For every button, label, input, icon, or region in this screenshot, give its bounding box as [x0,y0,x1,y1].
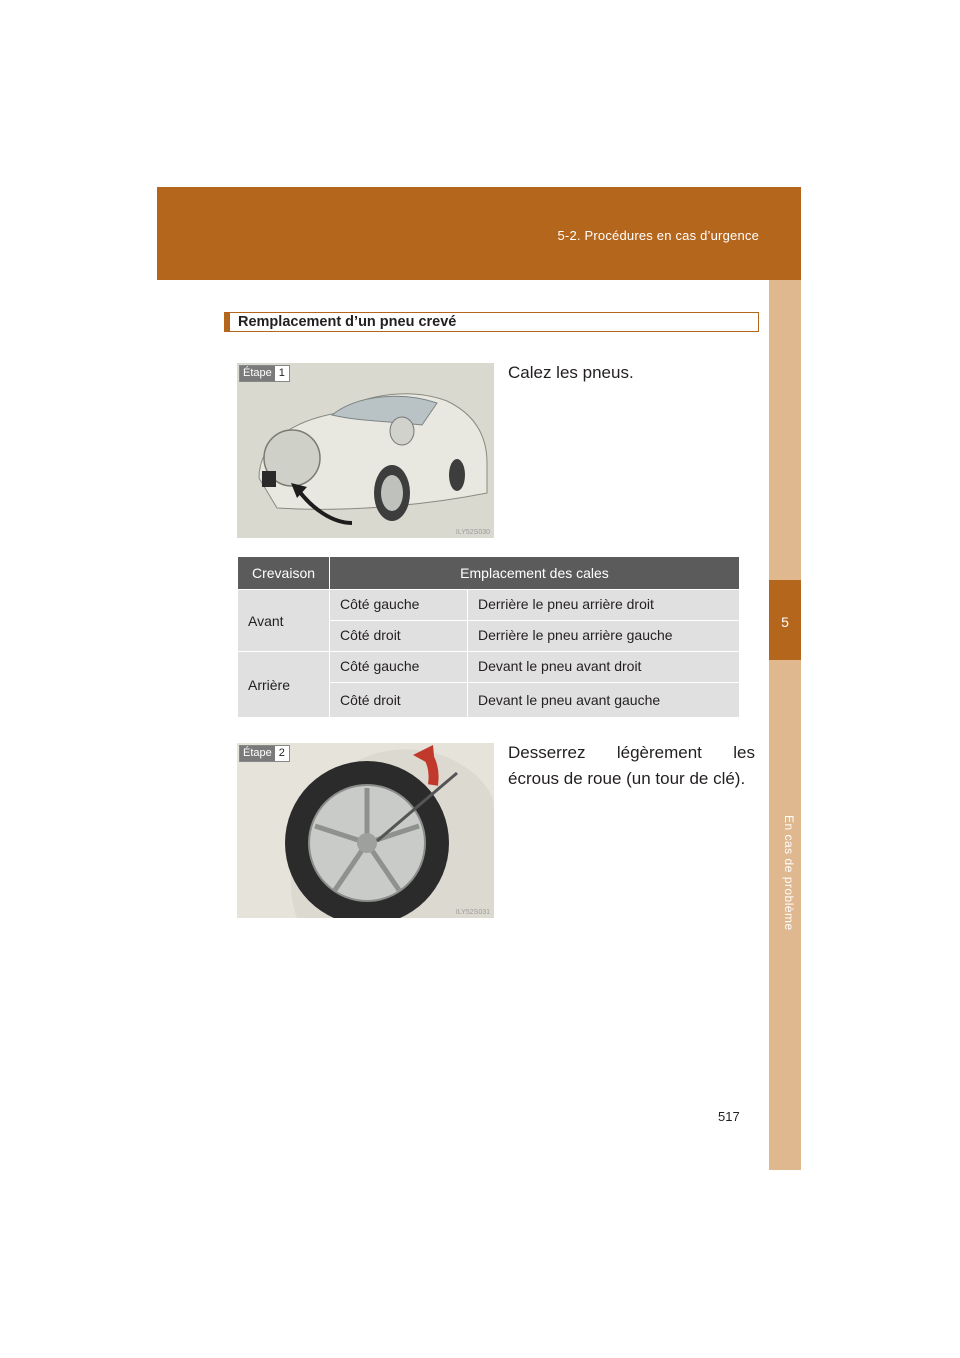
wheel-image [237,743,494,918]
car-front-image [237,363,494,538]
table-cell: Côté droit [330,683,468,718]
table-cell: Devant le pneu avant gauche [468,683,740,718]
chock-position-table [237,556,740,718]
step-2-text: Desserrez légèrement les écrous de roue (un tour de clé). [508,743,755,788]
table-cell: Devant le pneu avant droit [468,652,740,683]
table-header: Crevaison [238,557,330,590]
table-group-label: Arrière [238,652,330,718]
chapter-title: En cas de problème [782,815,796,931]
wheel-illustration [237,743,494,918]
table-cell: Derrière le pneu arrière droit [468,590,740,621]
illustration-code: ILY52S031 [455,909,490,916]
illustration-code: ILY52S030 [455,529,490,536]
section-title-box [224,312,759,332]
table-cell: Côté droit [330,621,468,652]
car-front-illustration [237,363,494,538]
step-1-badge: Étape 1 [239,365,290,382]
chapter-number: 5 [781,614,789,630]
section-title: Remplacement d’un pneu crevé [238,314,457,330]
chapter-side-tab [769,280,801,1170]
section-header-band [157,187,801,280]
step-1-text: Calez les pneus. [508,363,634,382]
page-number: 517 [718,1109,740,1124]
table-cell: Côté gauche [330,590,468,621]
table-group-label: Avant [238,590,330,652]
step-2-badge: Étape 2 [239,745,290,762]
table-cell: Côté gauche [330,652,468,683]
table-cell: Derrière le pneu arrière gauche [468,621,740,652]
section-header-title: 5-2. Procédures en cas d’urgence [557,228,759,243]
table-header: Emplacement des cales [330,557,740,590]
